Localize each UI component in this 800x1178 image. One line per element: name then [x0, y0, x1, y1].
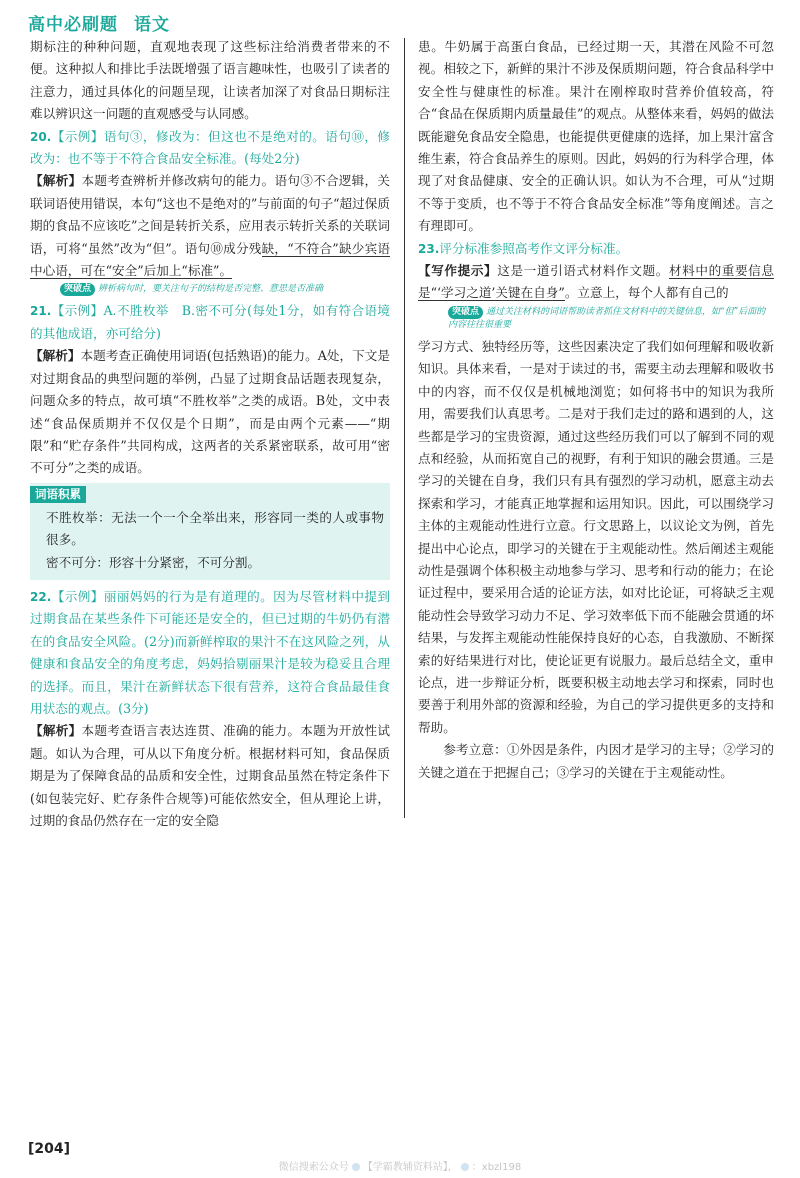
q20-analysis — [30, 170, 390, 282]
page-header — [28, 10, 170, 35]
vocab-box — [30, 483, 390, 580]
q21-analysis — [30, 345, 390, 479]
q22-analysis-text: 本题考查语言表达连贯、准确的能力。本题为开放性试题。如认为合理，可从以下角度分析。根据材料可知，食品保质期是为了保障食品的品质和安全性，过期食品虽然在特定条件下(如包装完好、贮存条件合规等)可能依然安全，但从理论上讲，过期的食品仍然存在一定的安全隐 — [30, 723, 391, 828]
q21-answer-text: 【示例】A.不胜枚举 B.密不可分(每处1分，如有符合语境的其他成语，亦可给分) — [30, 303, 390, 341]
q20-tip — [60, 283, 390, 296]
q23-reference: 参考立意：①外因是条件，内因才是学习的主导；②学习的关键之道在于把握自己；③学习的关键在于主观能动性。 — [418, 742, 774, 780]
footer-text-b: 【学霸教辅资料站】 — [362, 1162, 448, 1173]
q22-analysis — [30, 720, 390, 832]
q22-analysis-label: 【解析】 — [30, 723, 82, 739]
right-column — [418, 36, 774, 784]
q20-analysis-label: 【解析】 — [30, 173, 82, 189]
paragraph-continued-right: 患。牛奶属于高蛋白食品，已经过期一天，其潜在风险不可忽视。相较之下，新鲜的果汁不涉及保质期问题，符合食品科学中安全性与健康性的标准。果汁在刚榨取时营养价值较高，符合“食品在保质期内质量最佳”的观点。从整体来看，妈妈的做法既能避免食品安全隐患，也能提供更健康的选择，加上果汁富含维生素，符合食品养生的原则。因此，妈妈的行为科学合理，体现了对食品健康、安全的正确认识。如认为不合理，可从“过期不等于变质，也不等于不符合食品安全标准”等角度阐述。言之有理即可。 — [418, 39, 774, 234]
subject-title: 语文 — [134, 15, 170, 35]
q23-tip-text-a: 这是一道引语式材料作文题。 — [497, 263, 669, 279]
q22-answer — [30, 586, 390, 720]
breakthrough-badge: 突破点 — [448, 306, 483, 319]
q23-answer — [418, 238, 774, 260]
q22-number: 22. — [30, 589, 52, 604]
wechat-icon — [352, 1163, 360, 1171]
q22-answer-text: 【示例】丽丽妈妈的行为是有道理的。因为尽管材料中提到过期食品在某些条件下可能还是安全的，但已过期的牛奶仍有潜在的食品安全风险。(2分)而新鲜榨取的果汁不在这风险之列，从健康和食品安全的角度考虑，妈妈拾剔丽果汁是较为稳妥且合理的选择。而且，果汁在新鲜状态下很有营养，这符合食品最佳食用状态的观点。(3分) — [30, 588, 390, 716]
q23-number: 23. — [418, 241, 440, 256]
watermark-footer — [0, 1158, 800, 1173]
q23-tip-text-underlined: 材料中的重要信息是“‘学习之道’关键在自身” — [418, 263, 775, 301]
footer-text-a: 微信搜索公众号 — [278, 1162, 349, 1173]
book-title: 高中必刷题 — [28, 15, 118, 35]
vocab-title: 词语积累 — [30, 486, 86, 503]
q21-analysis-text: 本题考查正确使用词语(包括熟语)的能力。A处，下文是对过期食品的典型问题的举例，凸显了过期食品话题表现复杂，问题众多的特点，故可填“不胜枚举”之类的成语。B处，文中表述“食品保质期并不仅仅是个日期”，而是由两个元素——“期限”和“贮存条件”共同构成，这两者的关系紧密联系，故可用“密不可分”之类的成语。 — [30, 348, 391, 476]
q23-tip-label: 【写作提示】 — [418, 263, 498, 279]
paragraph-continued: 期标注的种种问题，直观地表现了这些标注给消费者带来的不便。这种拟人和排比手法既增强了语言趣味性，也吸引了读者的注意力，通过具体化的问题呈现，让读者加深了对食品日期标注难以辨识这一问题的直观感受与认同感。 — [30, 39, 390, 122]
q23-note-text: 通过关注材料的词语帮助读者抓住文材料中的关键信息，如“但”后面的内容往往很重要 — [448, 306, 766, 330]
q23-body: 学习方式、独特经历等，这些因素决定了我们如何理解和吸收新知识。具体来看，一是对于读过的书，需要主动去理解和吸收书中的内容，而不仅仅是机械地浏览；如何将书中的知识为我所用，需要我们认真思考。二是对于我们走过的路和遇到的人，这些都是学习的宝贵资源，通过这些经历我们可以了解到不同的观点和经验，从而拓宽自己的视野，有利于知识的融会贯通。三是学习的关键在自身，我们只有具有强烈的学习动机，愿意主动去探索和学习，才能真正地掌握和运用知识。因此，可以围绕学习主体的主观能动性进行立意。行文思路上，以议论文为例，首先提出中心论点，即学习的关键在于主观能动性。然后阐述主观能动性是强调个体积极主动地参与学习、思考和行动的能力；在论证过程中，要采用合适的论证方法，如对比论证，可将缺乏主观能动性会导致学习动力不足、学习效率低下而不能融会贯通的坏结果，与发挥主观能动性能保持良好的心态，自我激励、不断探索的好结果进行对比，使论证更有说服力。最后总结全文，重申论点，进一步辩证分析，既要积极主动地去学习和探索，同时也要善于利用外部的资源和经验，为自己的学习提供更多的支持和帮助。 — [418, 338, 774, 735]
q21-answer — [30, 300, 390, 345]
vocab-item-1: 不胜枚举：无法一个一个全举出来，形容同一类的人或事物很多。 — [46, 509, 384, 548]
q23-note — [448, 306, 774, 332]
q21-number: 21. — [30, 304, 52, 319]
q20-analysis-text-a: 本题考查辨析并修改病句的能力。语句③不合逻辑，关联词语使用错误，本句“这也不是绝对的”与前面的句子“超过保质期的食品不应该吃”之间是转折关系，应用表示转折关系的关联词语，可将“虽然”改为“但”。语句⑩成分残 — [30, 173, 391, 256]
left-column — [30, 36, 390, 832]
breakthrough-badge: 突破点 — [60, 283, 95, 296]
q20-answer-text: 【示例】语句③，修改为：但这也不是绝对的。语句⑩，修改为：也不等于不符合食品安全标准。(每处2分) — [30, 128, 390, 167]
vocab-item-2: 密不可分：形容十分紧密，不可分割。 — [46, 554, 261, 570]
q20-tip-text: 辨析病句时，要关注句子的结构是否完整、意思是否准确 — [98, 284, 324, 295]
footer-text-d: ：xbzl198 — [471, 1162, 522, 1173]
page-number: [204] — [28, 1141, 71, 1157]
q20-analysis-text-b: 缺，“不符合”缺少宾语中心语，可在“安全”后加上“标准”。 — [30, 240, 390, 279]
column-divider — [404, 38, 405, 818]
q23-answer-text: 评分标准参照高考作文评分标准。 — [439, 240, 629, 256]
q23-tip-text-b: 。立意上，每个人都有自己的 — [564, 285, 729, 301]
chat-icon — [461, 1163, 469, 1171]
q23-writing-tip — [418, 260, 774, 305]
q21-analysis-label: 【解析】 — [30, 348, 81, 364]
q20-number: 20. — [30, 129, 52, 144]
q20-answer — [30, 126, 390, 171]
footer-text-c: ， — [447, 1162, 458, 1173]
